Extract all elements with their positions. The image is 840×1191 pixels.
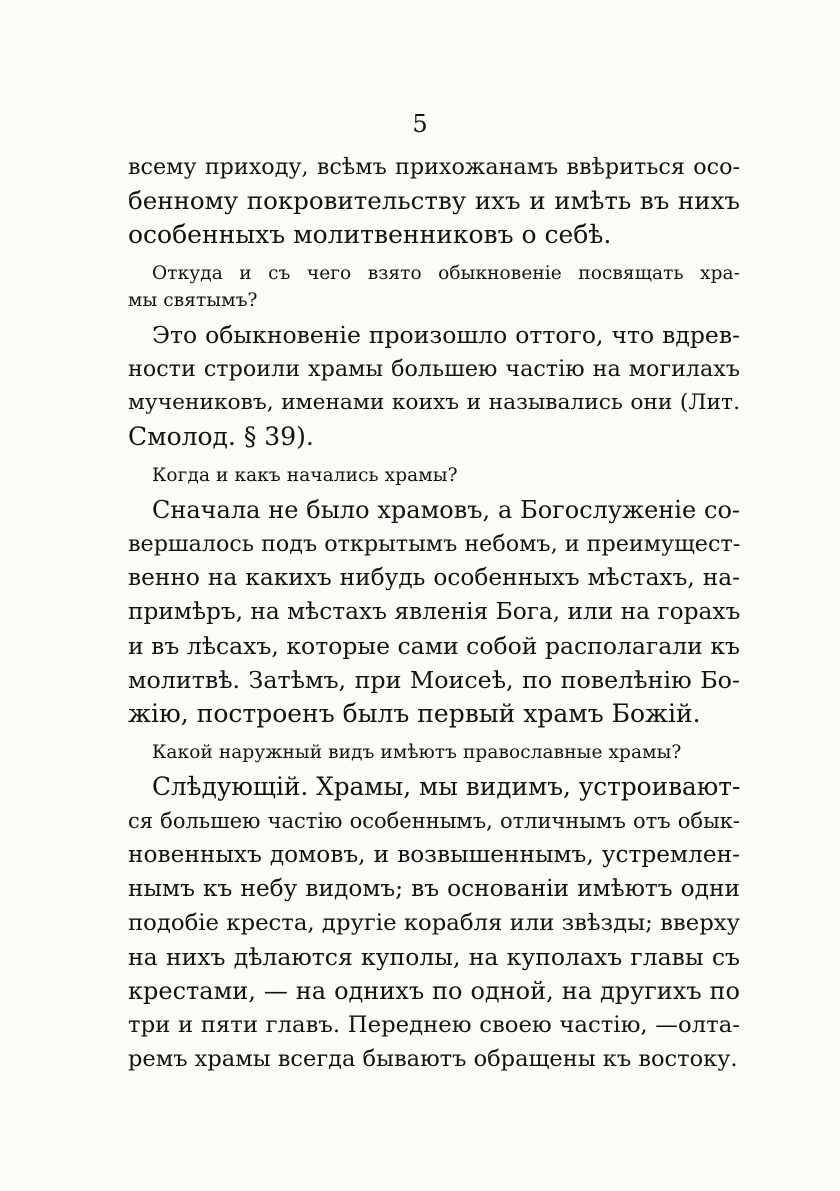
text-line: и въ лѣсахъ, которые сами собой располагали къ <box>128 632 740 660</box>
text-line: особенныхъ молитвенниковъ о себѣ. <box>128 220 612 249</box>
question-heading <box>128 462 740 489</box>
question-line: Какой наружный видъ имѣютъ православные храмы? <box>152 742 682 763</box>
text-line: новенныхъ домовъ, и возвышеннымъ, устремлен- <box>128 841 740 868</box>
text-line: всему приходу, всѣмъ прихожанамъ ввѣриться осо- <box>128 154 740 180</box>
text-line: Слѣдующій. Храмы, мы видимъ, устроивают- <box>152 772 741 801</box>
question-line: мы святымъ? <box>128 290 258 311</box>
question-heading <box>128 260 740 314</box>
text-line: примѣръ, на мѣстахъ явленія Бога, или на горахъ <box>128 598 741 625</box>
text-line: Это обыкновеніе произошло оттого, что вдрев- <box>152 321 740 349</box>
text-line: ремъ храмы всегда бываютъ обращены къ востоку. <box>128 1046 738 1072</box>
continuation-paragraph <box>128 150 740 252</box>
text-line: ся большею частію особеннымъ, отличнымъ отъ обык- <box>128 809 740 833</box>
page-text <box>128 150 740 1076</box>
text-line: ности строили храмы большею частію на могилахъ <box>128 356 740 382</box>
text-line: три и пяти главъ. Переднею своею частію, —олта- <box>128 1012 740 1038</box>
text-line: крестами, — на однихъ по одной, на другихъ по <box>128 977 740 1005</box>
text-line: жію, построенъ былъ первый храмъ Божій. <box>128 699 701 728</box>
text-line: Смолод. § 39). <box>128 422 314 451</box>
text-line: подобіе креста, другіе корабля или звѣзды; вверху <box>128 910 740 936</box>
text-line: мучениковъ, именами коихъ и назывались они (Лит. <box>128 390 740 415</box>
answer-paragraph <box>128 493 740 731</box>
text-line: молитвѣ. Затѣмъ, при Моисеѣ, по повелѣнію Бо- <box>128 666 740 694</box>
text-line: бенному покровительству ихъ и имѣть въ нихъ <box>128 186 740 215</box>
answer-paragraph <box>128 318 740 454</box>
text-line: венно на какихъ нибудь особенныхъ мѣстахъ, на- <box>128 564 740 591</box>
text-line: Сначала не было храмовъ, а Богослуженіе со- <box>152 496 740 524</box>
question-line: Когда и какъ начались храмы? <box>152 465 458 486</box>
text-line: вершалось подъ открытымъ небомъ, и преимущест- <box>128 531 741 557</box>
question-heading <box>128 739 740 766</box>
question-line: Откуда и съ чего взято обыкновеніе посвящать хра- <box>152 263 740 284</box>
text-line: на нихъ дѣлаются куполы, на куполахъ главы съ <box>128 943 740 971</box>
page-number: 5 <box>412 110 428 138</box>
answer-paragraph <box>128 770 740 1076</box>
text-line: нымъ къ небу видомъ; въ основаніи имѣютъ одни <box>128 875 740 902</box>
